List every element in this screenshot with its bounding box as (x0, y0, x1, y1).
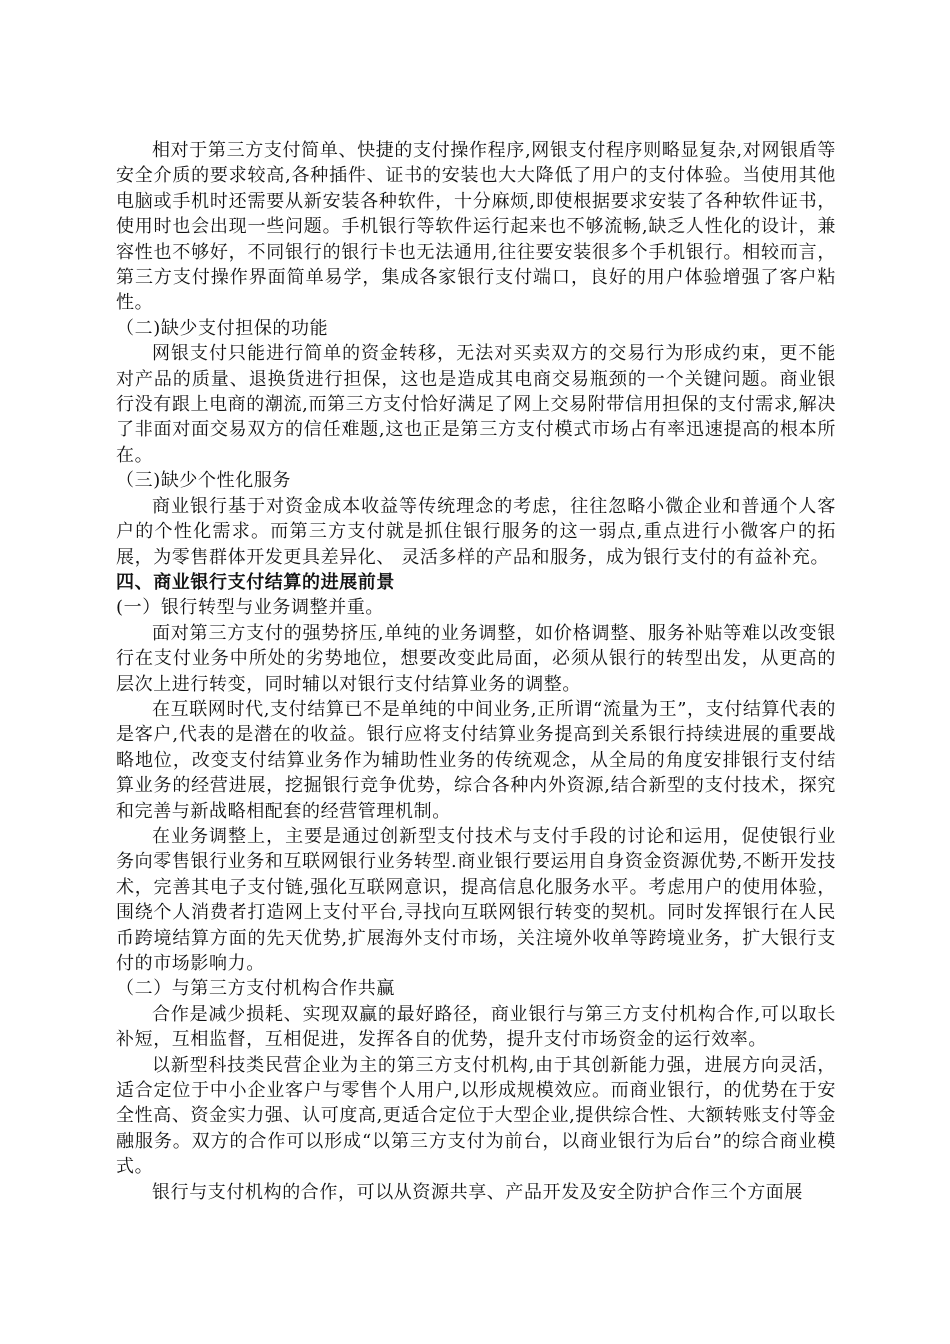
subheading-guarantee: （二)缺少支付担保的功能 (116, 317, 329, 339)
paragraph-cooperation: 合作是减少损耗、实现双赢的最好路径，商业银行与第三方支付机构合作,可以取长补短，互相监督，互相促进，发挥各自的优势，提升支付市场资金的运行效率。 (116, 1003, 836, 1051)
document-page (116, 138, 836, 1205)
paragraph-internet-era: 在互联网时代,支付结算已不是单纯的中间业务,正所谓“流量为王”，支付结算代表的是客户,代表的是潜在的收益。银行应将支付结算业务提高到关系银行持续进展的重要战略地位，改变支付结算业务作为辅助性业务的传统观念，从全局的角度安排银行支付结算业务的经营进展，挖掘银行竞争优势，综合各种内外资源,结合新型的支付技术，探究和完善与新战略相配套的经营管理机制。 (116, 698, 836, 822)
paragraph-transformation: 面对第三方支付的强势挤压,单纯的业务调整，如价格调整、服务补贴等难以改变银行在支付业务中所处的劣势地位，想要改变此局面，必须从银行的转型出发，从更高的层次上进行转变，同时辅以对银行支付结算业务的调整。 (116, 622, 836, 695)
subheading-transformation: (一）银行转型与业务调整并重。 (116, 597, 385, 619)
paragraph-personalized: 商业银行基于对资金成本收益等传统理念的考虑，往往忽略小微企业和普通个人客户的个性化需求。而第三方支付就是抓住银行服务的这一弱点,重点进行小微客户的拓展，为零售群体开发更具差异化、 灵活多样的产品和服务，成为银行支付的有益补充。 (116, 495, 836, 568)
paragraph-third-party-position: 以新型科技类民营企业为主的第三方支付机构,由于其创新能力强，进展方向灵活，适合定位于中小企业客户与零售个人用户,以形成规模效应。而商业银行，的优势在于安全性高、资金实力强、认可度高,更适合定位于大型企业,提供综合性、大额转账支付等金融服务。双方的合作可以形成“以第三方支付为前台，以商业银行为后台”的综合商业模式。 (116, 1054, 836, 1178)
subheading-cooperation: （二）与第三方支付机构合作共赢 (116, 978, 395, 1000)
paragraph-cooperation-areas: 银行与支付机构的合作，可以从资源共享、产品开发及安全防护合作三个方面展 (152, 1181, 803, 1203)
subheading-personalized: （三)缺少个性化服务 (116, 470, 292, 492)
paragraph-guarantee: 网银支付只能进行简单的资金转移，无法对买卖双方的交易行为形成约束，更不能对产品的质量、退换货进行担保，这也是造成其电商交易瓶颈的一个关键问题。商业银行没有跟上电商的潮流,而第三方支付恰好满足了网上交易附带信用担保的支付需求,解决了非面对面交易双方的信任难题,这也正是第三方支付模式市场占有率迅速提高的根本所在。 (116, 343, 836, 466)
section-title-prospects: 四、商业银行支付结算的进展前景 (116, 571, 395, 593)
paragraph-business-adjustment: 在业务调整上，主要是通过创新型支付技术与支付手段的讨论和运用，促使银行业务向零售银行业务和互联网银行业务转型.商业银行要运用自身资金资源优势,不断开发技术，完善其电子支付链,强化互联网意识，提高信息化服务水平。考虑用户的使用体验，围绕个人消费者打造网上支付平台,寻找向互联网银行转变的契机。同时发挥银行在人民币跨境结算方面的先天优势,扩展海外支付市场，关注境外收单等跨境业务，扩大银行支付的市场影响力。 (116, 825, 836, 974)
paragraph-payment-process: 相对于第三方支付简单、快捷的支付操作程序,网银支付程序则略显复杂,对网银盾等安全介质的要求较高,各种插件、证书的安装也大大降低了用户的支付体验。当使用其他电脑或手机时还需要从新安装各种软件，十分麻烦,即使根据要求安装了各种软件证书，使用时也会出现一些问题。手机银行等软件运行起来也不够流畅,缺乏人性化的设计，兼容性也不够好，不同银行的银行卡也无法通用,往往要安装很多个手机银行。相较而言，第三方支付操作界面简单易学，集成各家银行支付端口，良好的用户体验增强了客户粘性。 (116, 140, 836, 314)
